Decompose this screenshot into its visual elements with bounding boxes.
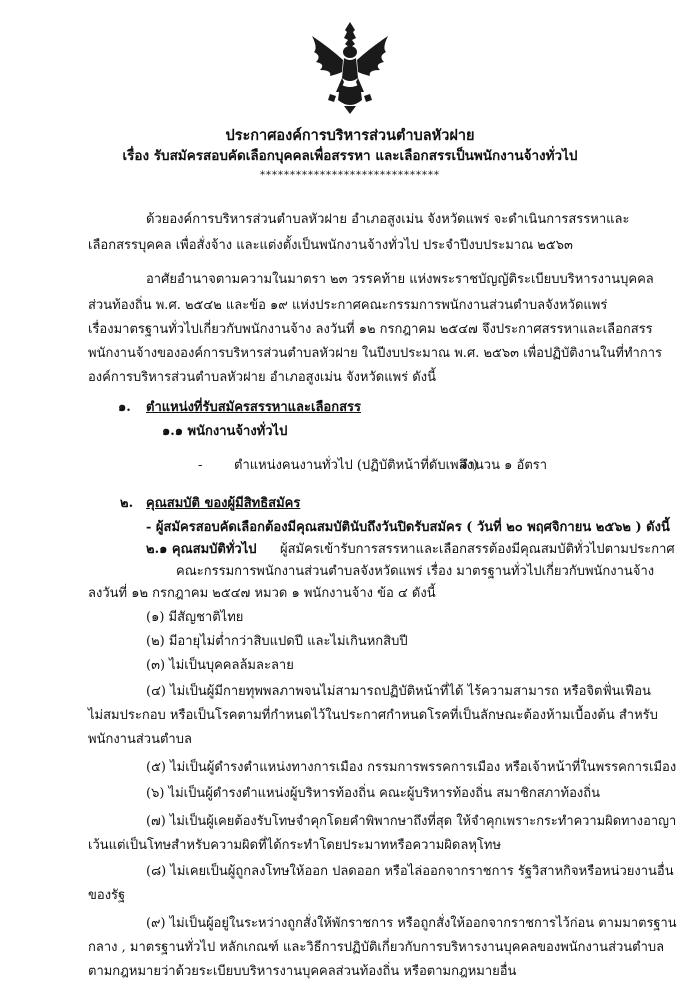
section1-number: ๑.	[118, 400, 131, 415]
position-count: จำนวน ๑ อัตรา	[460, 458, 548, 473]
qualification-item-7-cont: เว้นแต่เป็นโทษสำหรับความผิดที่ได้กระทำโดยประมาทหรือความผิดลหุโทษ	[88, 838, 502, 853]
section2-number: ๒.	[120, 496, 134, 511]
authority-line-5: องค์การบริหารส่วนตำบลหัวฝาย อำเภอสูงเม่น จังหวัดแพร่ ดังนี้	[88, 370, 436, 385]
intro-line-2: เลือกสรรบุคคล เพื่อสั่งจ้าง และแต่งตั้งเป็นพนักงานจ้างทั่วไป ประจำปีงบประมาณ ๒๕๖๓	[88, 238, 573, 253]
authority-line-1: อาศัยอำนาจตามความในมาตรา ๒๓ วรรคท้าย แห่งพระราชบัญญัติระเบียบบริหารงานบุคคล	[146, 272, 654, 287]
garuda-emblem-icon	[300, 18, 400, 116]
qualification-item-4-cont-2: พนักงานส่วนตำบล	[88, 732, 192, 747]
section1-heading: ตำแหน่งที่รับสมัครสรรหาและเลือกสรร	[146, 400, 361, 415]
qualification-item-9-cont-2: ตามกฎหมายว่าด้วยระเบียบบริหารงานบุคคลส่วนท้องถิ่น หรือตามกฎหมายอื่น	[88, 964, 517, 979]
authority-line-4: พนักงานจ้างขององค์การบริหารส่วนตำบลหัวฝาย ในปีงบประมาณ พ.ศ. ๒๕๖๓ เพื่อปฏิบัติงานในที่ทำการ	[88, 346, 662, 361]
qualification-item-2: (๒) มีอายุไม่ต่ำกว่าสิบแปดปี และไม่เกินหกสิบปี	[146, 634, 408, 649]
intro-line-1: ด้วยองค์การบริหารส่วนตำบลหัวฝาย อำเภอสูงเม่น จังหวัดแพร่ จะดำเนินการสรรหาและ	[146, 212, 630, 227]
qualification-item-4-cont-1: ไม่สมประกอบ หรือเป็นโรคตามที่กำหนดไว้ในประกาศกำหนดโรคที่เป็นลักษณะต้องห้ามเบื้องต้น สำหรับ	[88, 708, 658, 723]
qualification-item-9-cont-1: กลาง , มาตรฐานทั่วไป หลักเกณฑ์ และวิธีการปฏิบัติเกี่ยวกับการบริหารงานบุคคลของพนักงานส่วนตำบล	[88, 940, 665, 955]
general-qualification-label: ๒.๑ คุณสมบัติทั่วไป	[146, 542, 257, 557]
announcement-subject: เรื่อง รับสมัครสอบคัดเลือกบุคคลเพื่อสรรหา และเลือกสรรเป็นพนักงานจ้างทั่วไป	[122, 148, 578, 164]
announcement-title: ประกาศองค์การบริหารส่วนตำบลหัวฝาย	[225, 127, 475, 144]
general-qualification-cont-2: ลงวันที่ ๑๒ กรกฎาคม ๒๕๔๗ หมวด ๑ พนักงานจ้าง ข้อ ๔ ดังนี้	[88, 586, 436, 601]
qualification-item-5: (๕) ไม่เป็นผู้ดำรงตำแหน่งทางการเมือง กรรมการพรรคการเมือง หรือเจ้าหน้าที่ในพรรคการเมือง	[146, 760, 677, 775]
general-qualification-cont-1: คณะกรรมการพนักงานส่วนตำบลจังหวัดแพร่ เรื่อง มาตรฐานทั่วไปเกี่ยวกับพนักงานจ้าง	[176, 564, 655, 579]
section2-heading: คุณสมบัติ ของผู้มีสิทธิสมัคร	[146, 496, 301, 511]
authority-line-2: ส่วนท้องถิ่น พ.ศ. ๒๕๔๒ และข้อ ๑๙ แห่งประกาศคณะกรรมการพนักงานส่วนตำบลจังหวัดแพร่	[88, 298, 608, 313]
section2-note: - ผู้สมัครสอบคัดเลือกต้องมีคุณสมบัตินับถึงวันปิดรับสมัคร ( วันที่ ๒๐ พฤศจิกายน ๒๕๖๒ ) ดังนี้	[146, 520, 670, 535]
qualification-item-8-cont: ของรัฐ	[88, 888, 126, 903]
qualification-item-7: (๗) ไม่เป็นผู้เคยต้องรับโทษจำคุกโดยคำพิพากษาถึงที่สุด ให้จำคุกเพราะกระทำความผิดทางอาญา	[146, 814, 677, 829]
qualification-item-1: (๑) มีสัญชาติไทย	[146, 610, 244, 625]
position-dash: -	[198, 458, 203, 473]
qualification-item-9: (๙) ไม่เป็นผู้อยู่ในระหว่างถูกสั่งให้พักราชการ หรือถูกสั่งให้ออกจากราชการไว้ก่อน ตามมาตรฐาน	[146, 916, 677, 931]
section1-subheading: ๑.๑ พนักงานจ้างทั่วไป	[162, 424, 288, 439]
qualification-item-6: (๖) ไม่เป็นผู้ดำรงตำแหน่งผู้บริหารท้องถิ่น คณะผู้บริหารท้องถิ่น สมาชิกสภาท้องถิ่น	[146, 786, 600, 801]
title-divider: ******************************	[260, 170, 440, 181]
qualification-item-4: (๔) ไม่เป็นผู้มีกายทุพพลภาพจนไม่สามารถปฏิบัติหน้าที่ได้ ไร้ความสามารถ หรือจิตฟั่นเฟือน	[146, 684, 651, 699]
position-title: ตำแหน่งคนงานทั่วไป (ปฏิบัติหน้าที่ดับเพลิง)	[234, 458, 478, 473]
qualification-item-3: (๓) ไม่เป็นบุคคลล้มละลาย	[146, 658, 294, 673]
general-qualification-text: ผู้สมัครเข้ารับการสรรหาและเลือกสรรต้องมีคุณสมบัติทั่วไปตามประกาศ	[280, 542, 675, 557]
authority-line-3: เรื่องมาตรฐานทั่วไปเกี่ยวกับพนักงานจ้าง ลงวันที่ ๑๒ กรกฎาคม ๒๕๔๗ จึงประกาศสรรหาและเลือกสรร	[88, 322, 653, 337]
qualification-item-8: (๘) ไม่เคยเป็นผู้ถูกลงโทษให้ออก ปลดออก หรือไล่ออกจากราชการ รัฐวิสาหกิจหรือหน่วยงานอื่น	[146, 864, 674, 879]
